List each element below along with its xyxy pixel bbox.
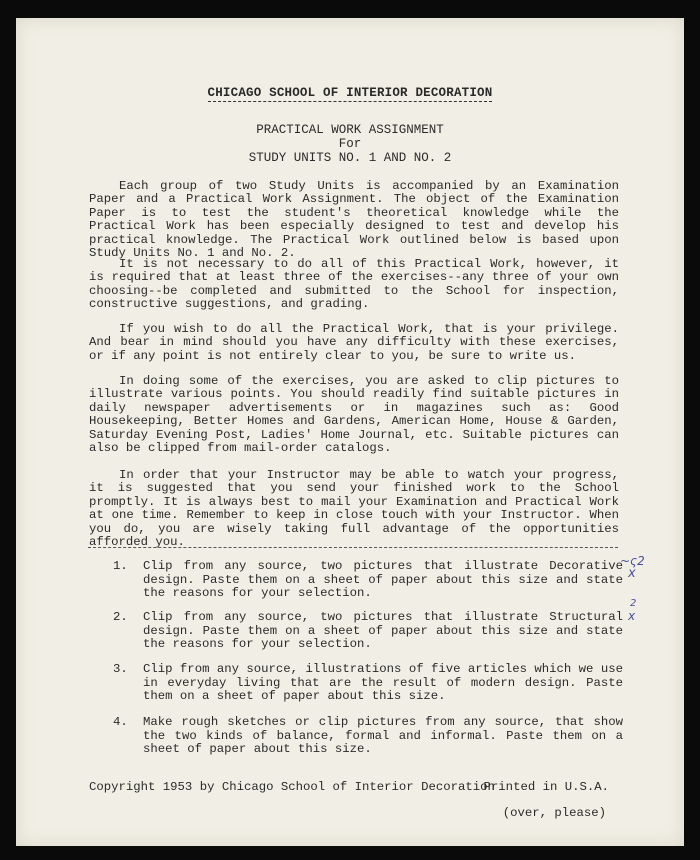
exercise-text: Clip from any source, two pictures that illustrate Structural design. Paste them on a sheet of paper about this size and state the reasons for your selection. <box>143 610 623 651</box>
exercise-text: Make rough sketches or clip pictures from any source, that show the two kinds of balance, formal and informal. Paste them on a sheet of paper about this size. <box>143 715 623 756</box>
paragraph-3: If you wish to do all the Practical Work, that is your privilege. And bear in mind should you have any difficulty with these exercises, or if any point is not entirely clear to you, be sure to write us. <box>89 322 619 363</box>
handwritten-mark-2b: x <box>628 609 636 623</box>
copyright-notice: Copyright 1953 by Chicago School of Interior Decoration <box>89 780 495 794</box>
printed-in: Printed in U.S.A. <box>483 780 609 794</box>
assignment-units: STUDY UNITS NO. 1 AND NO. 2 <box>248 151 452 165</box>
exercise-number: 3. <box>113 662 128 676</box>
exercise-text: Clip from any source, illustrations of five articles which we use in everyday living that are the result of modern design. Paste them on a sheet of paper about this size. <box>143 662 623 703</box>
exercise-number: 1. <box>113 559 128 573</box>
assignment-title: PRACTICAL WORK ASSIGNMENT <box>256 123 444 137</box>
exercise-number: 4. <box>113 715 128 729</box>
handwritten-mark-1: ~ς2 <box>620 554 645 568</box>
paragraph-5: In order that your Instructor may be able to watch your progress, it is suggested that you send your finished work to the School promptly. It is always best to mail your Examination and Practical Work at one time. Remember to keep in close touch with your Instructor. When you do, you are wisely taking full advantage of the opportunities afforded you. <box>89 468 619 550</box>
exercise-2 <box>113 611 623 652</box>
paragraph-4: In doing some of the exercises, you are asked to clip pictures to illustrate various points. You should readily find suitable pictures in daily newspaper advertisements or in magazines such as: Good Housekeeping, Better Homes and Gardens, American Home, House & Garden, Saturday Evening Post, Ladies' Home Journal, etc. Suitable pictures can also be clipped from mail-order catalogs. <box>89 374 619 456</box>
exercise-number: 2. <box>113 610 128 624</box>
footer <box>89 780 609 794</box>
separator-line <box>88 547 618 548</box>
paragraph-1: Each group of two Study Units is accompanied by an Examination Paper and a Practical Work Assignment. The object of the Examination Paper is to test the student's theoretical knowledge while the Practical Work has been especially designed to test and develop his practical knowledge. The Practical Work outlined below is based upon Study Units No. 1 and No. 2. <box>89 179 619 261</box>
handwritten-mark-1b: x <box>628 566 636 581</box>
school-name: CHICAGO SCHOOL OF INTERIOR DECORATION <box>207 86 493 100</box>
exercise-text: Clip from any source, two pictures that illustrate Decorative design. Paste them on a sheet of paper about this size and state the reasons for your selection. <box>143 559 623 600</box>
document-page <box>16 18 684 846</box>
exercise-4 <box>113 716 623 757</box>
assignment-for: For <box>338 137 362 151</box>
handwritten-mark-2: 2 <box>630 598 637 609</box>
exercise-3 <box>113 663 623 704</box>
over-please: (over, please) <box>502 806 606 820</box>
exercise-1 <box>113 560 623 601</box>
paragraph-2: It is not necessary to do all of this Practical Work, however, it is required that at least three of the exercises--any three of your own choosing--be completed and submitted to the School for inspection, constructive suggestions, and grading. <box>89 257 619 312</box>
